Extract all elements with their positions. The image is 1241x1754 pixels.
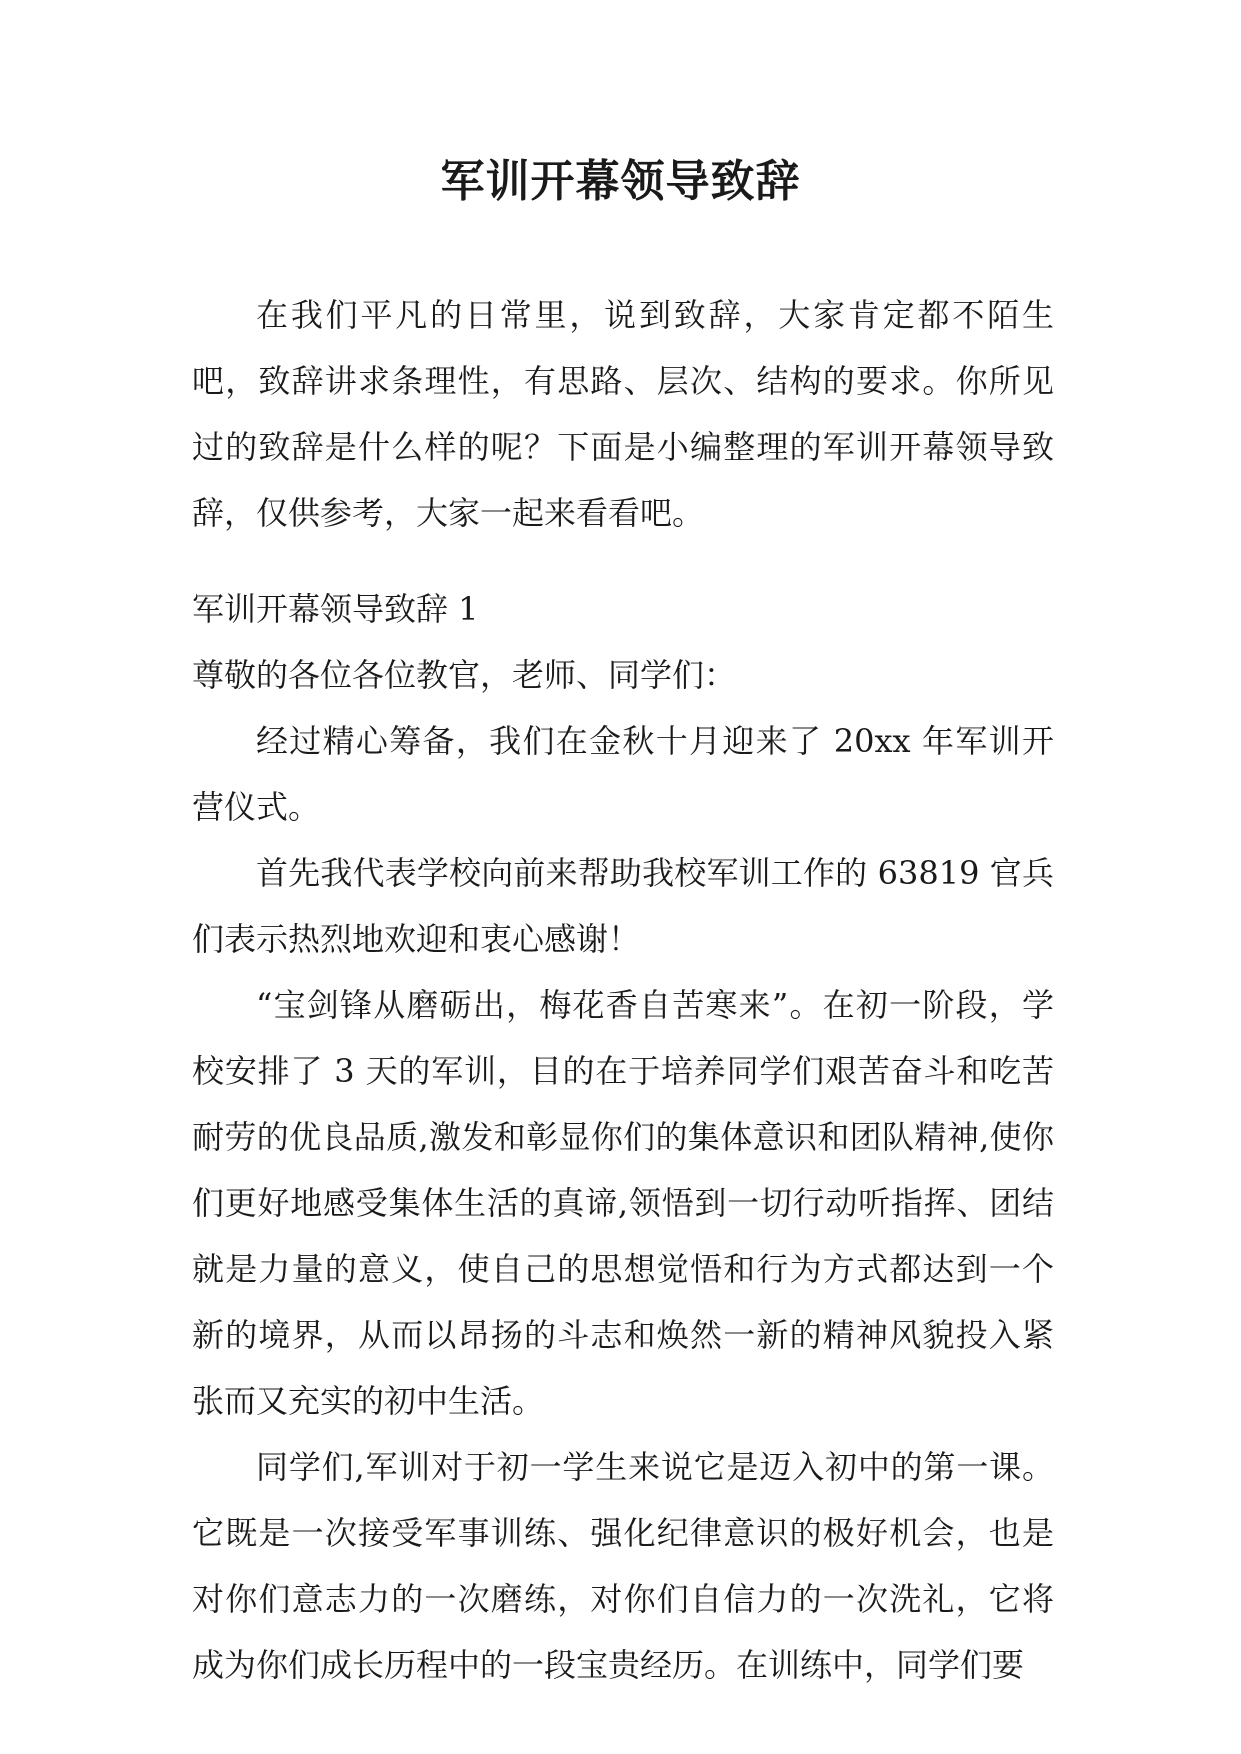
- salutation: 尊敬的各位各位教官，老师、同学们：: [192, 656, 737, 694]
- speech-paragraph: 同学们,军训对于初一学生来说它是迈入初中的第一课。它既是一次接受军事训练、强化纪律意识的极好机会，也是对你们意志力的一次磨练，对你们自信力的一次洗礼，它将成为你们成长历程中的一段宝贵经历。在训练中，同学们要: [192, 1448, 1054, 1684]
- speech-paragraph: 经过精心筹备，我们在金秋十月迎来了 20xx 年军训开营仪式。: [192, 722, 1054, 826]
- section-heading: 军训开幕领导致辞 1: [192, 590, 479, 628]
- speech-section: [192, 576, 1054, 1698]
- intro-paragraph: 在我们平凡的日常里，说到致辞，大家肯定都不陌生吧，致辞讲求条理性，有思路、层次、结构的要求。你所见过的致辞是什么样的呢？下面是小编整理的军训开幕领导致辞，仅供参考，大家一起来看看吧。: [192, 296, 1054, 532]
- document-title: 军训开幕领导致辞: [440, 156, 801, 207]
- speech-paragraph: “宝剑锋从磨砺出，梅花香自苦寒来”。在初一阶段，学校安排了 3 天的军训，目的在于培养同学们艰苦奋斗和吃苦耐劳的优良品质,激发和彰显你们的集体意识和团队精神,使你们更好地感受集体生活的真谛,领悟到一切行动听指挥、团结就是力量的意义，使自己的思想觉悟和行为方式都达到一个新的境界，从而以昂扬的斗志和焕然一新的精神风貌投入紧张而又充实的初中生活。: [192, 986, 1054, 1420]
- intro-section: [192, 282, 1054, 546]
- speech-paragraph: 首先我代表学校向前来帮助我校军训工作的 63819 官兵们表示热烈地欢迎和衷心感谢！: [192, 854, 1054, 958]
